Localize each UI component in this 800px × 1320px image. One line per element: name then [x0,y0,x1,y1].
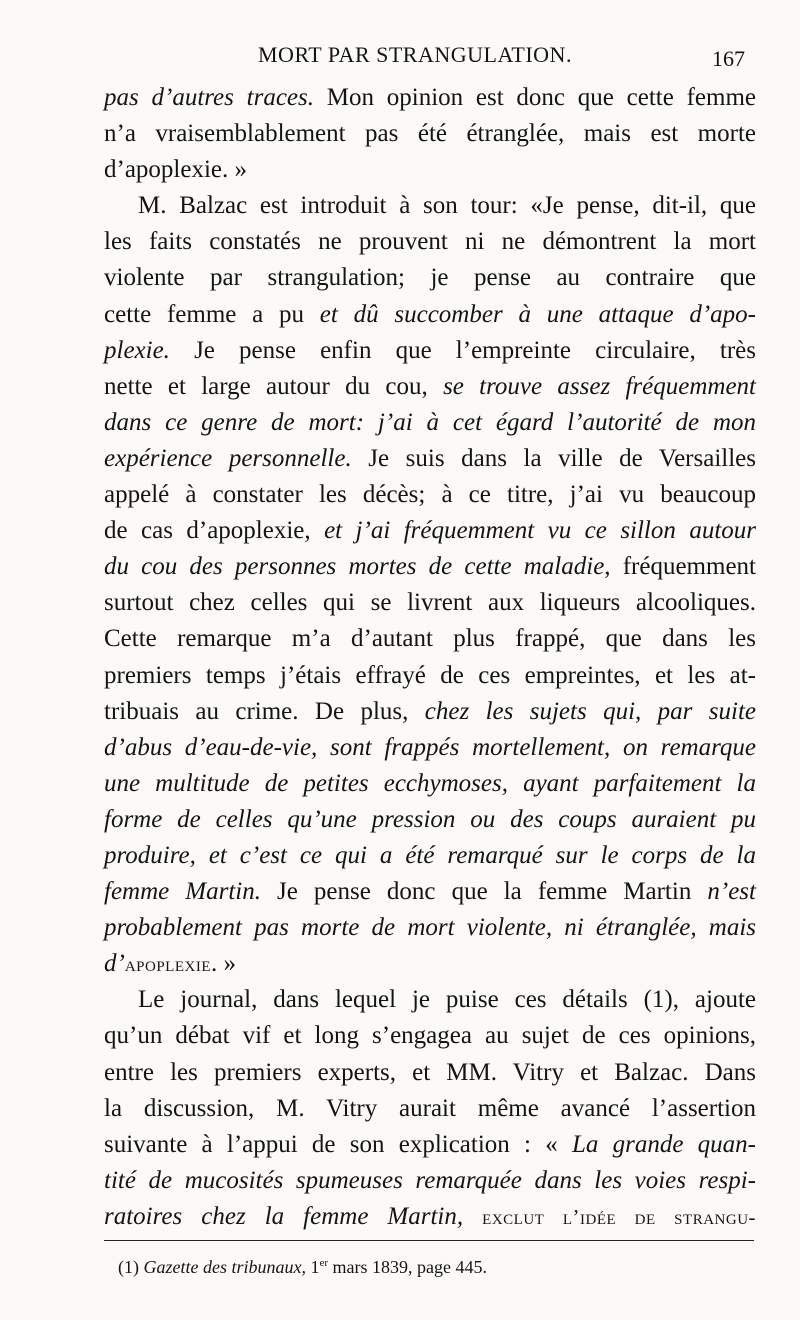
italic-text: pas d’autres traces. [104,84,314,111]
italic-text: produire, et c’est ce qui a été remarqué sur le corps de la [104,841,756,869]
small-caps-text: apoplexie [124,952,211,977]
italic-text: La grande quan- [571,1130,756,1158]
text-run: d’apoplexie. » [104,156,248,184]
italic-text: dans ce genre de mort: j’ai à cet égard l’autorité de mon [104,408,756,436]
text-run: entre les premiers experts, et MM. Vitry et Balzac. Dans [104,1058,756,1086]
text-run: la discussion, M. Vitry aurait même avancé l’assertion [104,1094,756,1122]
text-run: fréquemment [610,553,756,581]
text-line [104,910,756,946]
page-number: 167 [712,46,745,71]
italic-text: d’abus d’eau-de-vie, sont frappés mortellement, on remarque [104,733,756,761]
footnote-rule [104,1240,754,1241]
text-run: violente par strangulation; je pense au contraire que [104,264,756,292]
footnote-day-suffix: er [319,1257,329,1269]
text-run: Je suis dans la ville de Versailles [351,444,756,472]
footnote-day: 1 [310,1257,320,1277]
text-run [463,1203,482,1230]
text-line [104,80,756,116]
text-line [104,658,756,694]
text-line [104,730,756,766]
footnote [118,1250,738,1280]
italic-text: femme Martin. [104,878,261,906]
text-run: . » [211,950,236,978]
text-line [104,116,756,152]
text-run: nette et large autour du cou, [104,372,444,400]
text-line [104,1127,756,1163]
italic-text: ratoires chez la femme Martin, [104,1202,464,1230]
text-run: Le journal, dans lequel je puise ces détails (1), ajoute [138,986,756,1014]
text-run: Mon opinion est donc que cette femme [314,84,756,111]
italic-text: expérience personnelle. [104,444,352,472]
italic-text: forme de celles qu’une pression ou des coups auraient pu [104,805,756,833]
text-run: appelé à constater les décès; à ce titre, j’ai vu beaucoup [104,481,756,509]
text-line [104,260,756,296]
footnote-rest: mars 1839, page 445. [332,1257,487,1277]
text-run: tribuais au crime. De plus, [104,697,425,725]
text-line [104,477,756,513]
text-line [104,224,756,260]
text-line [104,188,756,224]
text-run: M. Balzac est introduit à son tour: «Je pense, dit-il, que [138,192,756,220]
italic-text: d’ [104,950,125,978]
text-line [104,441,756,477]
running-title: MORT PAR STRANGULATION. [258,42,572,67]
text-line [104,838,756,874]
text-line [104,1199,756,1235]
text-line [104,333,756,369]
text-run: les faits constatés ne prouvent ni ne démontrent la mort [104,228,756,256]
text-line [104,946,756,982]
text-line [104,1163,756,1199]
text-line [104,1091,756,1127]
text-line [104,297,756,333]
text-run: cette femme a pu [104,300,320,328]
italic-text: plexie. [104,336,170,364]
text-line [104,549,756,585]
text-line [104,369,756,405]
italic-text: et j’ai fréquemment vu ce sillon autour [324,517,756,545]
text-run: qu’un débat vif et long s’engagea au sujet de ces opinions, [104,1022,756,1050]
text-line [104,766,756,802]
text-run: Je pense enfin que l’empreinte circulaire, très [169,336,756,364]
italic-text: du cou des personnes mortes de cette maladie, [104,553,611,581]
text-run: Cette remarque m’a d’autant plus frappé, que dans les [104,625,756,653]
text-run: Je pense donc que la femme Martin [261,878,708,906]
text-line [104,982,756,1018]
italic-text: chez les sujets qui, par suite [424,697,756,725]
italic-text: une multitude de petites ecchymoses, ayant parfaitement la [104,769,756,797]
text-line [104,1018,756,1054]
body-text [104,80,756,1235]
small-caps-text: exclut l’idée de strangu- [482,1204,757,1229]
text-line [104,1055,756,1091]
running-head [0,42,800,82]
italic-text: probablement pas morte de mort violente, ni étranglée, mais [104,914,756,942]
text-run: surtout chez celles qui se livrent aux liqueurs alcooliques. [104,589,756,617]
text-line [104,694,756,730]
text-line [104,874,756,910]
text-run: de cas d’apoplexie, [104,517,325,545]
text-line [104,152,756,188]
text-run: premiers temps j’étais effrayé de ces empreintes, et les at- [104,661,756,689]
text-line [104,585,756,621]
text-line [104,405,756,441]
italic-text: tité de mucosités spumeuses remarquée dans les voies respi- [104,1166,756,1194]
text-run: suivante à l’appui de son explication : « [104,1130,572,1158]
footnote-number: (1) [118,1257,139,1277]
italic-text: se trouve assez fréquemment [443,372,756,400]
text-run: n’a vraisemblablement pas été étranglée, mais est morte [104,120,756,148]
text-line [104,513,756,549]
footnote-source: Gazette des tribunaux, [143,1257,306,1277]
text-line [104,621,756,657]
italic-text: et dû succomber à une attaque d’apo- [319,300,756,328]
text-line [104,802,756,838]
italic-text: n’est [707,878,756,906]
